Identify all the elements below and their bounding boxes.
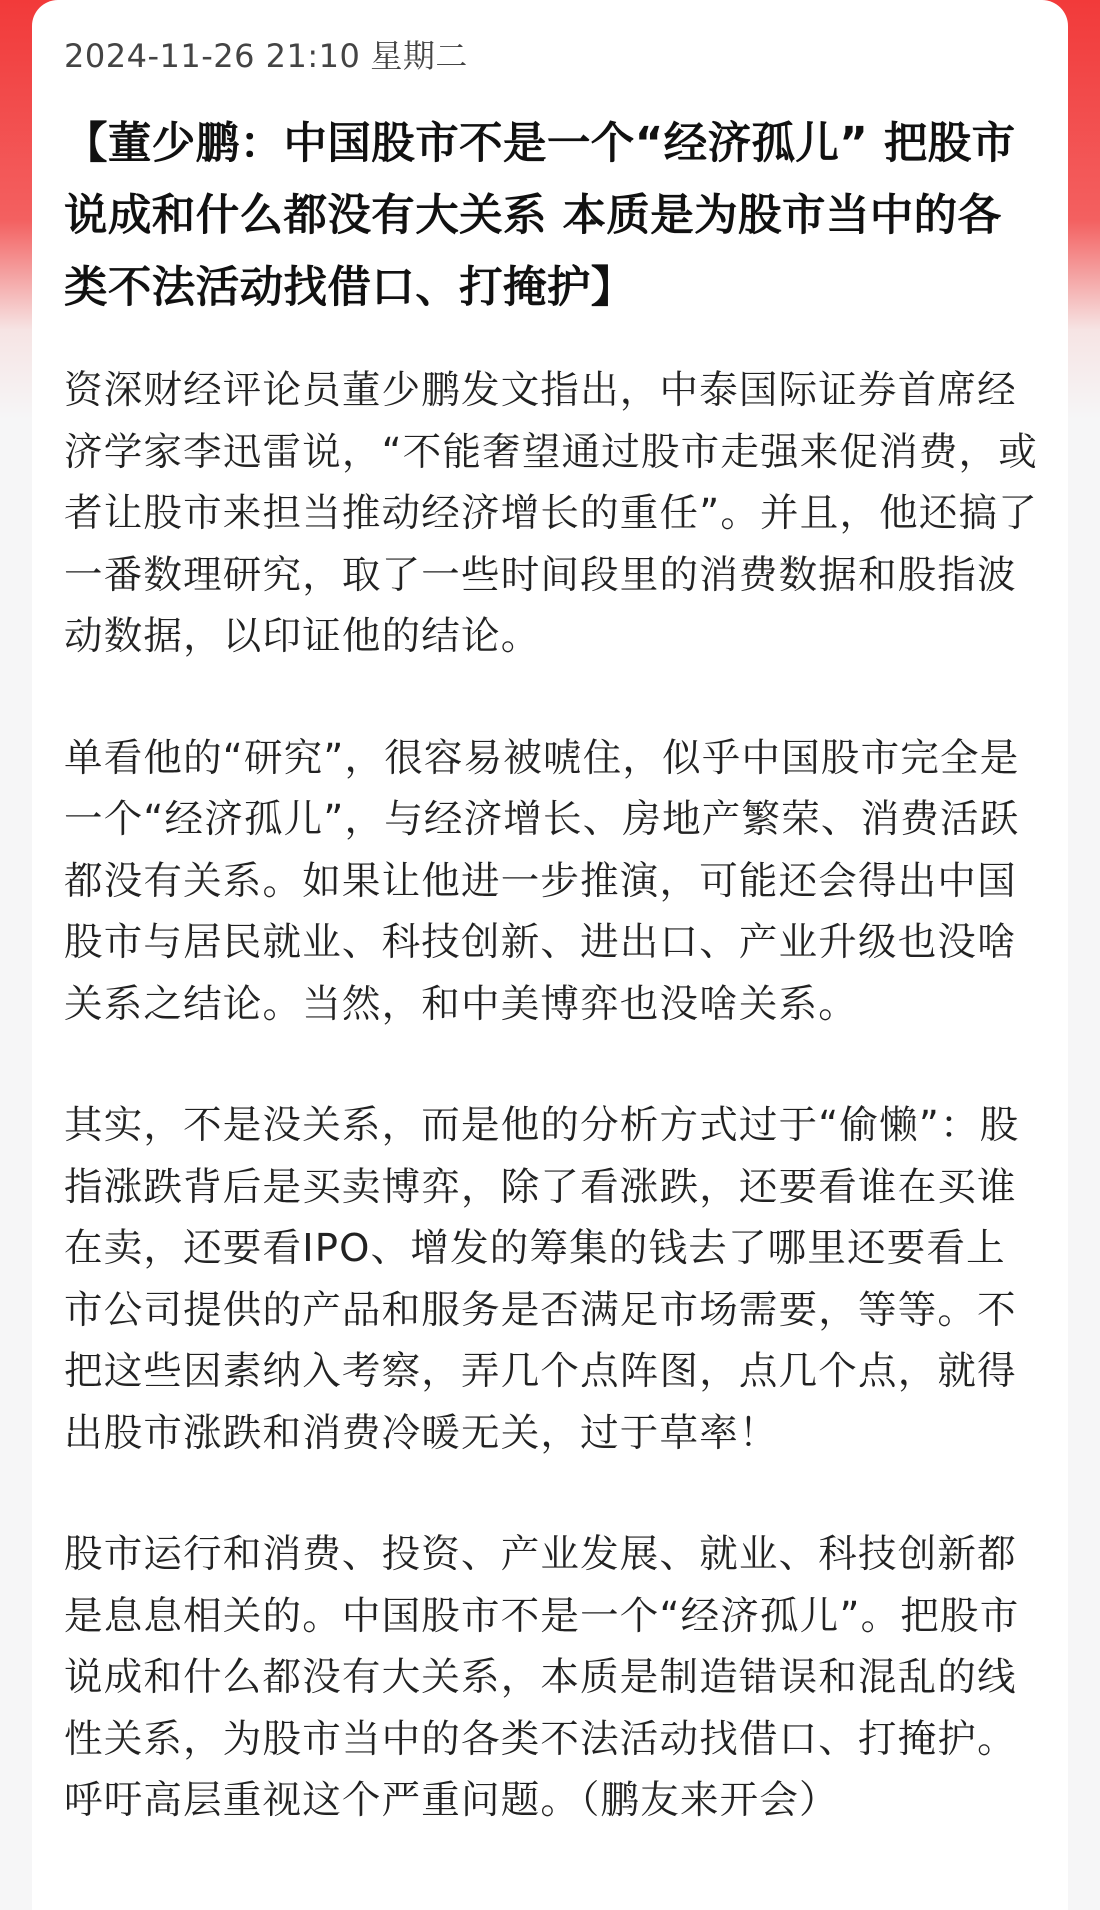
post-timestamp [64,34,1038,78]
post-weekday: 星期二 [370,37,468,75]
article-paragraph-4: 股市运行和消费、投资、产业发展、就业、科技创新都是息息相关的。中国股市不是一个“经济孤儿”。把股市说成和什么都没有大关系，本质是制造错误和混乱的线性关系，为股市当中的各类不法活动找借口、打掩护。呼吁高层重视这个严重问题。（鹏友来开会） [64,1532,1020,1823]
article-paragraph-1: 资深财经评论员董少鹏发文指出，中泰国际证券首席经济学家李迅雷说，“不能奢望通过股市走强来促消费，或者让股市来担当推动经济增长的重任”。并且，他还搞了一番数理研究，取了一些时间段里的消费数据和股指波动数据，以印证他的结论。 [64,368,1038,659]
post-date: 2024-11-26 21:10 [64,37,361,75]
article-paragraph-3: 其实，不是没关系，而是他的分析方式过于“偷懒”：股指涨跌背后是买卖博弈，除了看涨跌，还要看谁在买谁在卖，还要看IPO、增发的筹集的钱去了哪里还要看上市公司提供的产品和服务是否满足市场需要，等等。不把这些因素纳入考察，弄几个点阵图，点几个点，就得出股市涨跌和消费冷暖无关，过于草率！ [64,1103,1020,1456]
bottom-fade [32,1850,1068,1910]
article-card [32,0,1068,1910]
article-headline: 【董少鹏：中国股市不是一个“经济孤儿” 把股市说成和什么都没有大关系 本质是为股市当中的各类不法活动找借口、打掩护】 [64,119,1016,313]
article-paragraph-2: 单看他的“研究”，很容易被唬住，似乎中国股市完全是一个“经济孤儿”，与经济增长、房地产繁荣、消费活跃都没有关系。如果让他进一步推演，可能还会得出中国股市与居民就业、科技创新、进出口、产业升级也没啥关系之结论。当然，和中美博弈也没啥关系。 [64,735,1020,1027]
